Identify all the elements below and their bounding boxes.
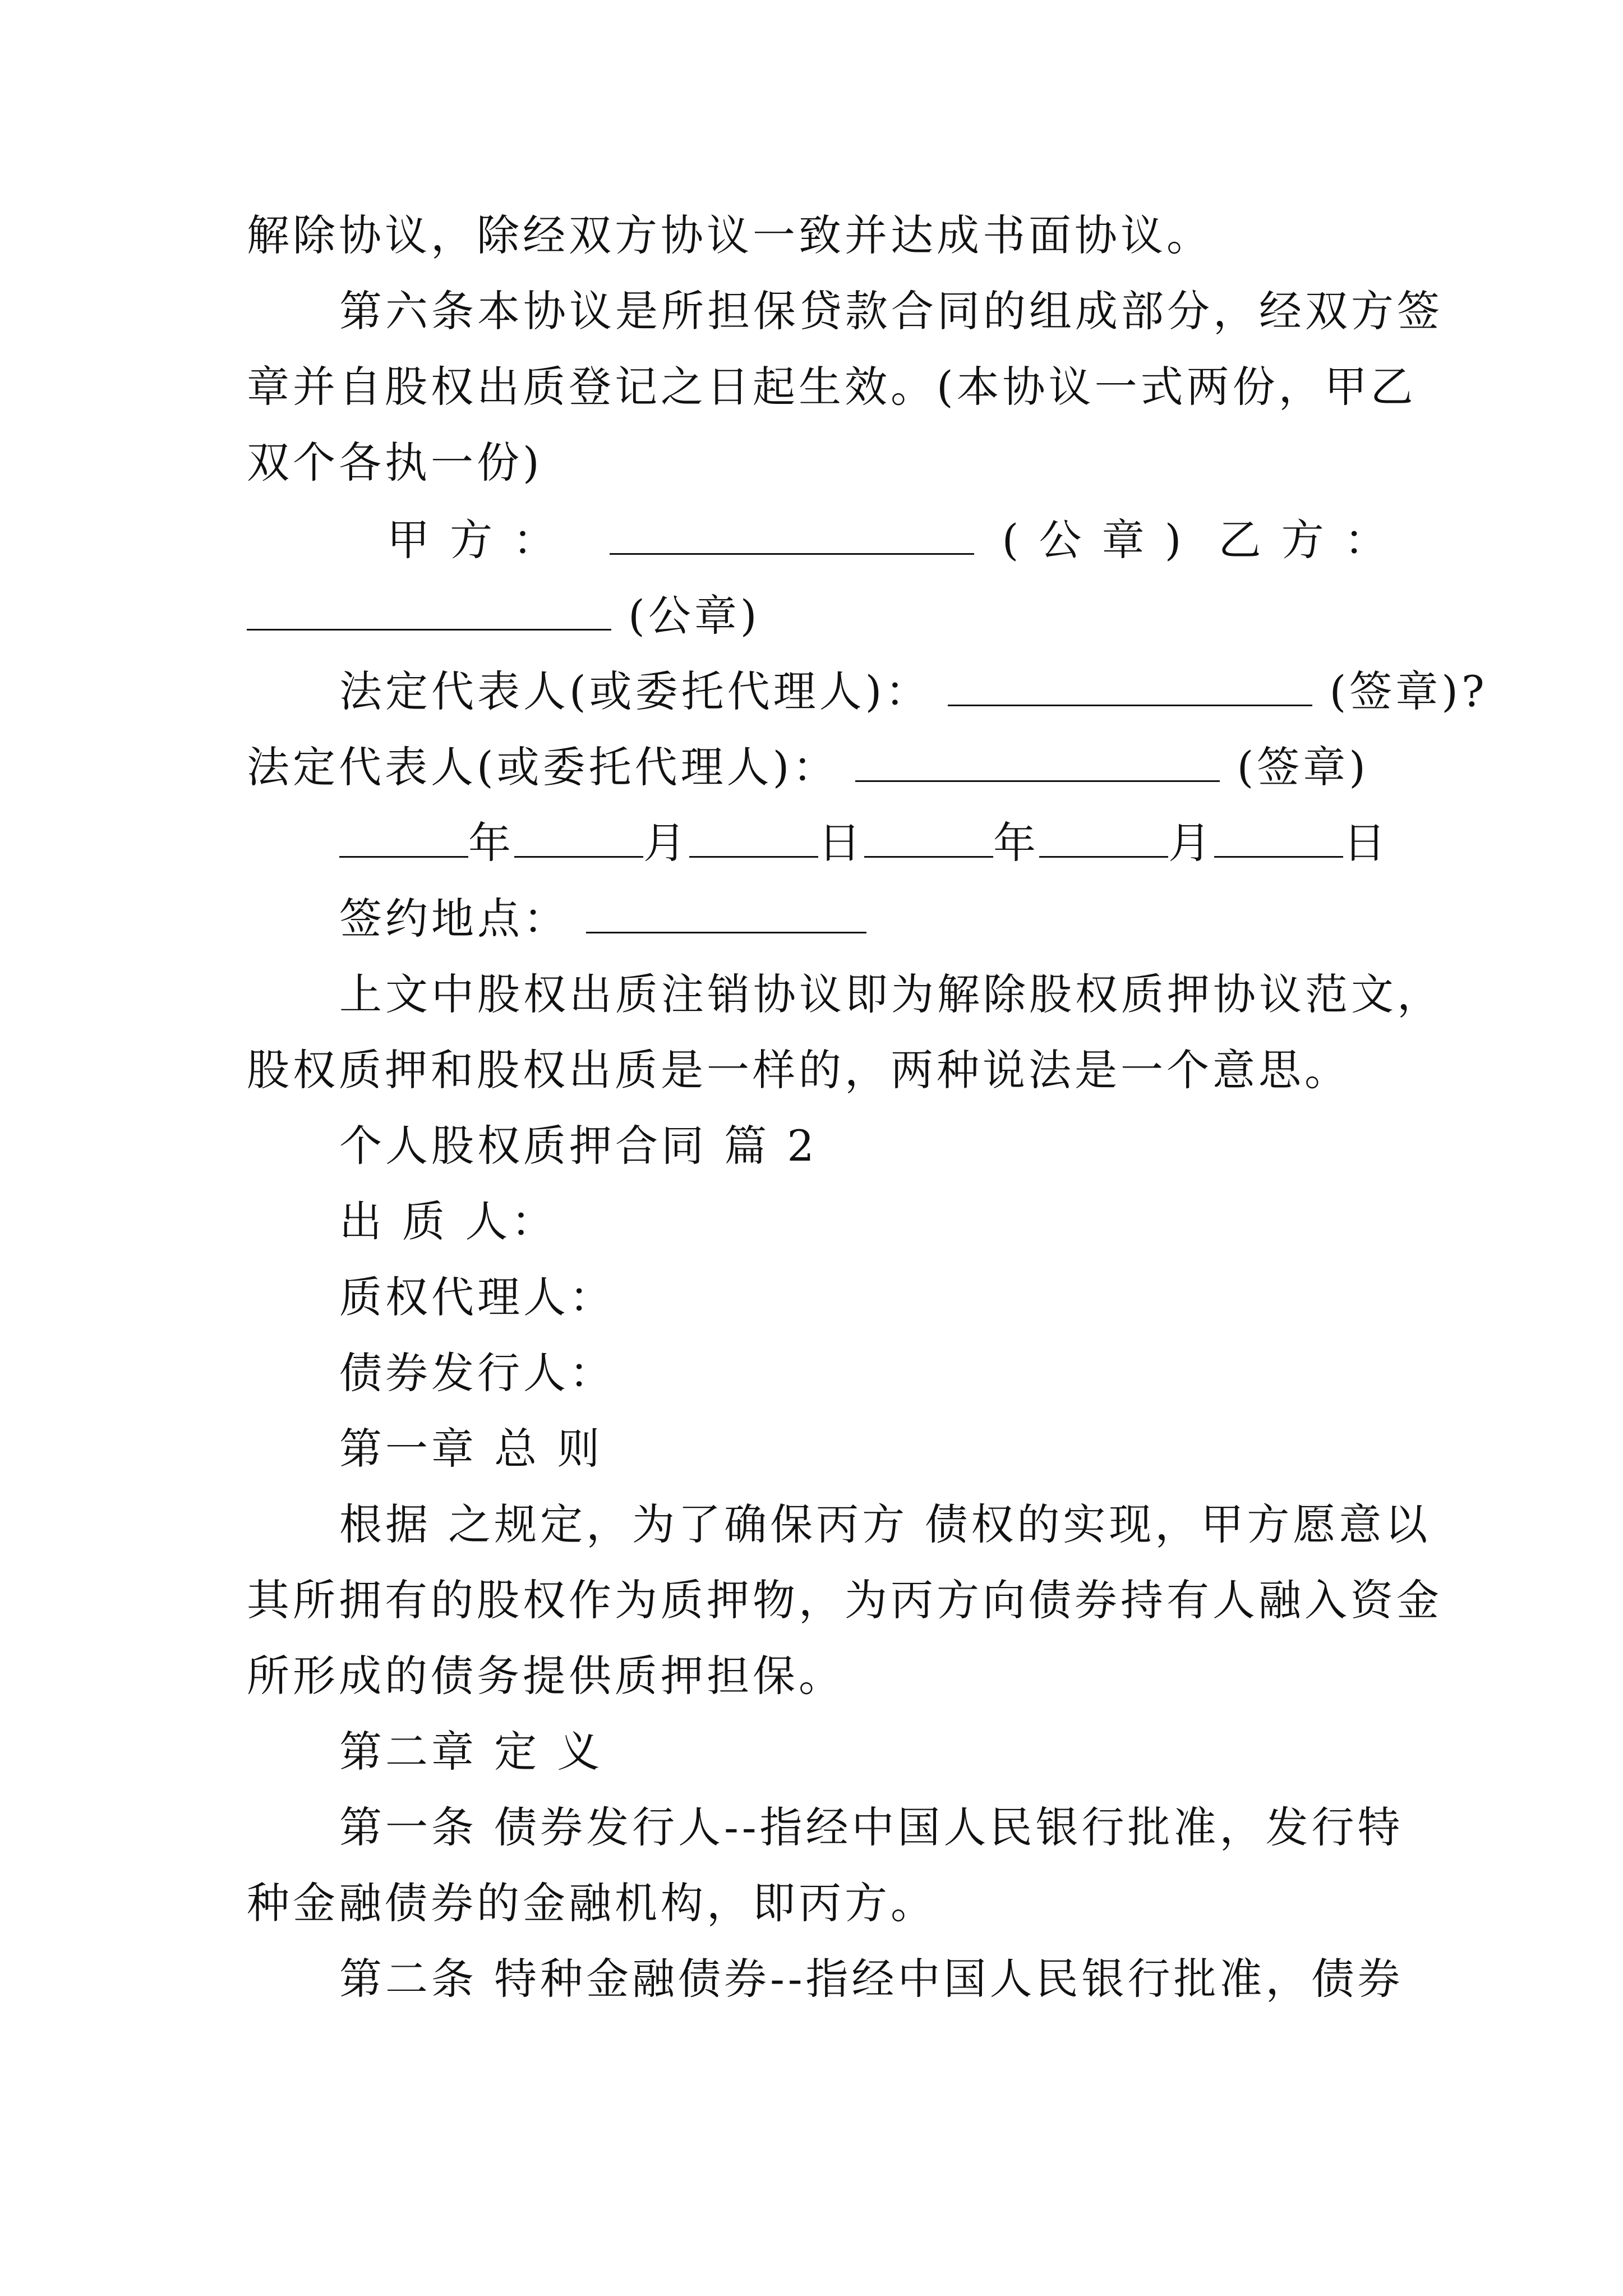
date-a-day: 日 [818,818,864,868]
pledgor-label: 出 质 人： [339,1197,557,1246]
date-a-month-blank [514,820,643,858]
section-heading-2: 个人股权质押合同 篇 2 [339,1121,818,1171]
sign-place-row [339,892,1385,946]
date-b-month: 月 [1168,818,1214,868]
date-a-day-blank [689,820,818,858]
legal-rep-b-label: 法定代表人(或委托代理人)： [247,742,839,792]
article-2-line-1: 第二条 特种金融债券--指经中国人民银行批准，债券 [339,1954,1404,2004]
pledgee-agent-label: 质权代理人： [339,1272,615,1322]
note-line-2: 股权质押和股权出质是一样的，两种说法是一个意思。 [247,1045,1350,1095]
date-b-day-blank [1214,820,1343,858]
chapter-1-heading: 第一章 总 则 [339,1424,603,1474]
party-b-seal-row [247,589,1385,643]
article-6-line-1: 第六条本协议是所担保贷款合同的组成部分，经双方签 [339,286,1443,336]
legal-rep-a-label: 法定代表人(或委托代理人)： [339,666,932,716]
note-line-1: 上文中股权出质注销协议即为解除股权质押协议范文， [339,969,1443,1019]
party-b-blank [247,593,611,631]
date-b-year: 年 [993,818,1039,868]
party-b-label: 乙 方 ： [1218,515,1390,565]
date-b-year-blank [864,820,993,858]
date-b-month-blank [1039,820,1168,858]
article-6-line-2: 章并自股权出质登记之日起生效。(本协议一式两份，甲乙 [247,362,1417,412]
article-6-line-3: 双个各执一份) [247,438,543,487]
sign-place-label: 签约地点： [339,894,569,944]
legal-rep-row-a [339,665,1488,719]
party-b-seal: (公章) [628,591,760,641]
legal-rep-a-seal: (签章)? [1329,666,1488,716]
legal-rep-a-blank [948,669,1312,706]
legal-rep-row-b [247,740,1385,794]
party-signature-row [387,513,1390,567]
legal-rep-b-blank [855,744,1220,782]
bond-issuer-label: 债券发行人： [339,1348,615,1398]
legal-rep-b-seal: (签章) [1237,742,1369,792]
date-a-year-blank [339,820,468,858]
chapter-2-heading: 第二章 定 义 [339,1727,603,1777]
date-a-month: 月 [643,818,689,868]
article-1-line-1: 第一条 债券发行人--指经中国人民银行批准，发行特 [339,1802,1404,1852]
date-row [339,816,1389,870]
date-b-day: 日 [1343,818,1389,868]
party-a-label: 甲 方 ： [387,515,559,565]
sign-place-blank [586,896,866,933]
chapter-1-line-1: 根据 之规定，为了确保丙方 债权的实现，甲方愿意以 [339,1499,1431,1549]
party-a-blank [610,517,974,555]
party-a-seal: ( 公 章 ) [1002,515,1185,565]
article-1-line-2: 种金融债券的金融机构，即丙方。 [247,1878,937,1928]
chapter-1-line-2: 其所拥有的股权作为质押物，为丙方向债券持有人融入资金 [247,1575,1442,1625]
chapter-1-line-3: 所形成的债务提供质押担保。 [247,1651,845,1701]
date-a-year: 年 [468,818,514,868]
paragraph-line-1: 解除协议，除经双方协议一致并达成书面协议。 [247,210,1212,260]
